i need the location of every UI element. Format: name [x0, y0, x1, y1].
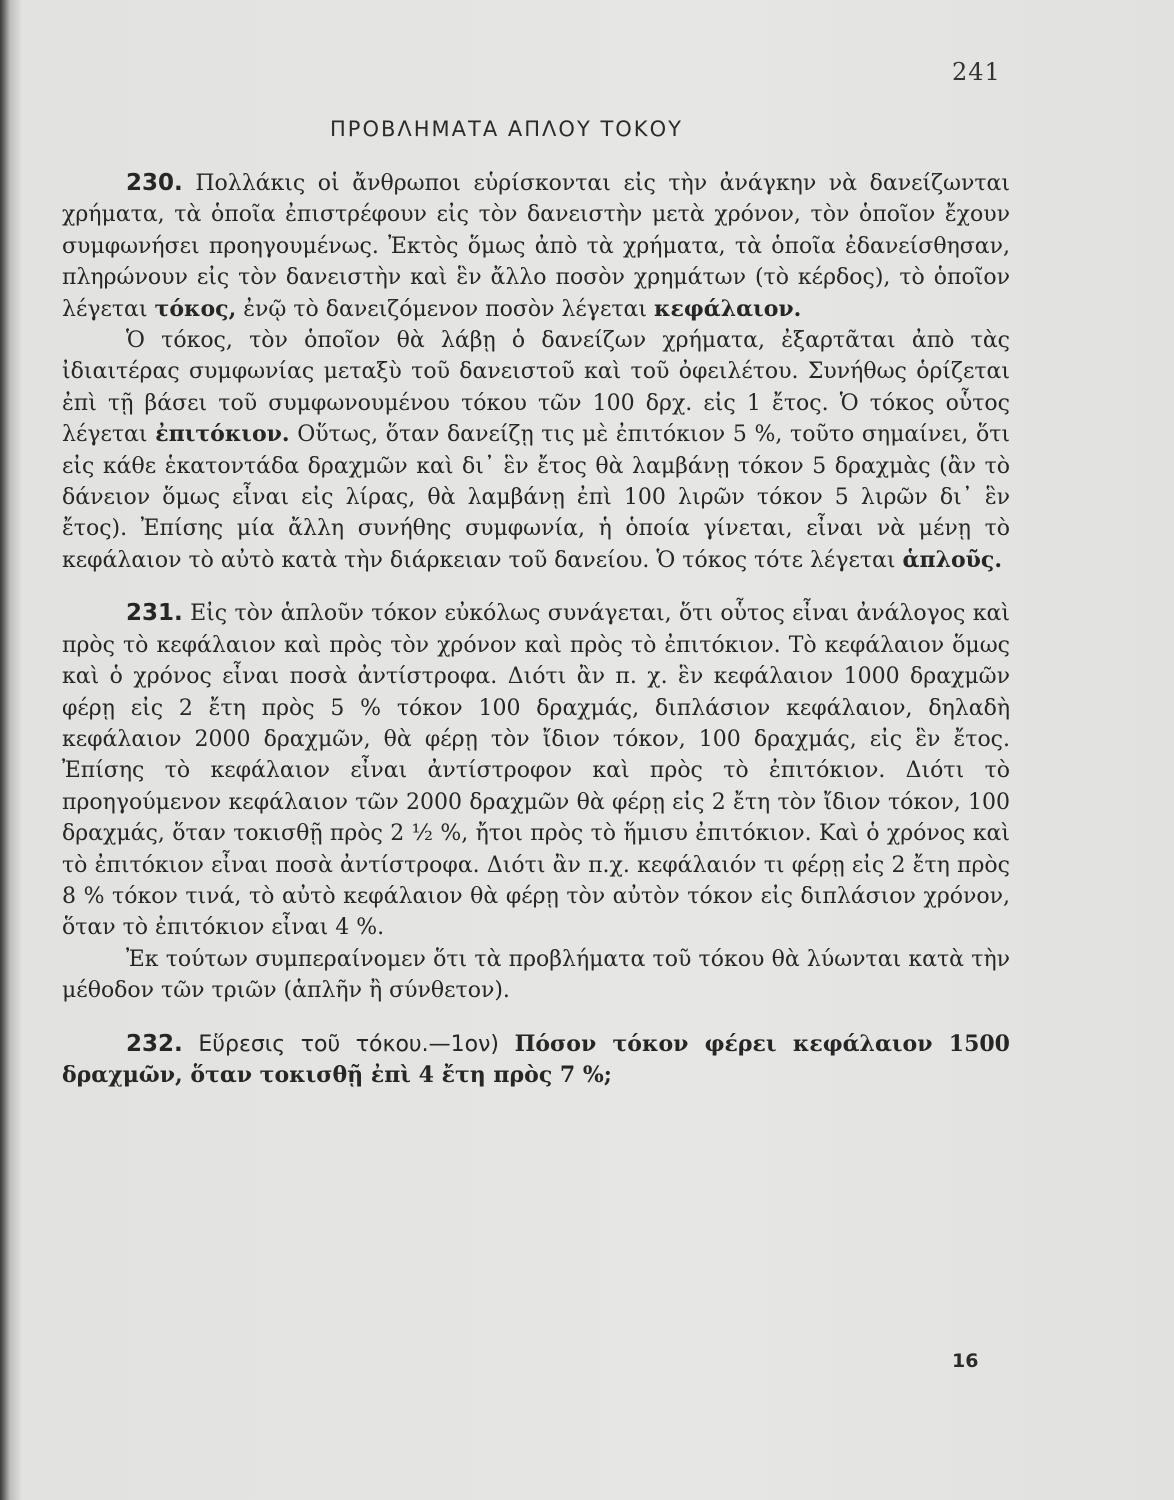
running-title: ΠΡΟΒΛΗΜΑΤΑ ΑΠΛΟΥ ΤΟΚΟΥ — [330, 117, 683, 141]
section-230-paragraph-1 — [62, 168, 1010, 325]
section-231-paragraph-2 — [62, 944, 1010, 1007]
page-number: 241 — [952, 58, 1001, 86]
section-230-text-b: ἐνῷ τὸ δανειζόμενον ποσὸν λέγεται — [243, 296, 647, 322]
term-interest: τόκος, — [154, 295, 237, 322]
section-230-paragraph-2 — [62, 325, 1010, 576]
term-capital: κεφάλαιον. — [654, 295, 802, 322]
page-body — [62, 168, 1010, 1091]
section-232-question: Πόσον τόκον φέρει κεφάλαιον 1500 δραχμῶν, ὅταν τοκισθῇ ἐπὶ 4 ἔτη πρὸς 7 %; — [62, 1030, 1010, 1088]
section-232-number: 232. — [126, 1030, 183, 1057]
section-232-heading: Εὕρεσις τοῦ τόκου.—1ον) — [198, 1031, 499, 1057]
section-232-paragraph — [62, 1029, 1010, 1092]
section-231-number: 231. — [126, 600, 183, 627]
section-231-text-a: Εἰς τὸν ἁπλοῦν τόκον εὐκόλως συνάγεται, ὅτι οὗτος εἶναι ἀνάλογος καὶ πρὸς τὸ κεφάλαιον καὶ πρὸς τὸν χρόνον καὶ πρὸς τὸ ἐπιτόκιον. Τὸ κεφάλαιον ὅμως καὶ ὁ χρόνος εἶναι ποσὰ ἀντίστροφα. Διότι ἂν π. χ. ἓν κεφάλαιον 1000 δραχμῶν φέρῃ εἰς 2 ἔτη πρὸς 5 % τόκον 100 δραχμάς, διπλάσιον κεφάλαιον, δηλαδὴ κεφάλαιον 2000 δραχμῶν, θὰ φέρῃ τὸν ἴδιον τόκον, 100 δραχμάς, εἰς ἓν ἔτος. Ἐπίσης τὸ κεφάλαιον εἶναι ἀντίστροφον καὶ πρὸς τὸ ἐπιτόκιον. Διότι τὸ προηγούμενον κεφάλαιον τῶν 2000 δραχμῶν θὰ φέρῃ εἰς 2 ἔτη τὸν ἴδιον τόκον, 100 δραχμάς, ὅταν τοκισθῇ πρὸς 2 ½ %, ἤτοι πρὸς τὸ ἥμισυ ἐπιτόκιον. Καὶ ὁ χρόνος καὶ τὸ ἐπιτόκιον εἶναι ποσὰ ἀντίστροφα. Διότι ἂν π.χ. κεφάλαιόν τι φέρῃ εἰς 2 ἔτη πρὸς 8 % τόκον τινά, τὸ αὐτὸ κεφάλαιον θὰ φέρῃ τὸν αὐτὸν τόκον εἰς διπλάσιον χρόνον, ὅταν τὸ ἐπιτόκιον εἶναι 4 %. — [62, 601, 1010, 941]
signature-mark: 16 — [952, 1350, 979, 1372]
section-231-paragraph-1 — [62, 598, 1010, 943]
section-230-number: 230. — [126, 170, 183, 196]
section-231-text-b: Ἐκ τούτων συμπεραίνομεν ὅτι τὰ προβλήματα τοῦ τόκου θὰ λύωνται κατὰ τὴν μέθοδον τῶν τριῶν (ἁπλῆν ἢ σύνθετον). — [62, 946, 1010, 1004]
term-simple-interest: ἁπλοῦς. — [902, 546, 1002, 573]
section-230-text-a: Πολλάκις οἱ ἄνθρωποι εὑρίσκονται εἰς τὴν ἀνάγκην νὰ δανείζωνται χρήματα, τὰ ὁποῖα ἐπιστρέφουν εἰς τὸν δανειστὴν μετὰ χρόνον, τὸν ὁποῖον ἔχουν συμφωνήσει προηγουμένως. Ἐκτὸς ὅμως ἀπὸ τὰ χρήματα, τὰ ὁποῖα ἐδανείσθησαν, πληρώνουν εἰς τὸν δανειστὴν καὶ ἓν ἄλλο ποσὸν χρημάτων (τὸ κέρδος), τὸ ὁποῖον λέγεται — [62, 171, 1011, 322]
section-230-text-d: Οὕτως, ὅταν δανείζῃ τις μὲ ἐπιτόκιον 5 %, τοῦτο σημαίνει, ὅτι εἰς κάθε ἑκατοντάδα δραχμῶν καὶ δι᾽ ἓν ἔτος θὰ λαμβάνῃ τόκον 5 δραχμὰς (ἂν τὸ δάνειον ὅμως εἶναι εἰς λίρας, θὰ λαμβάνῃ ἐπὶ 100 λιρῶν τόκον 5 λιρῶν δι᾽ ἓν ἔτος). Ἐπίσης μία ἄλλη συνήθης συμφωνία, ἡ ὁποία γίνεται, εἶναι νὰ μένῃ τὸ κεφάλαιον τὸ αὐτὸ κατὰ τὴν διάρκειαν τοῦ δανείου. Ὁ τόκος τότε λέγεται — [62, 422, 1010, 573]
term-interest-rate: ἐπιτόκιον. — [155, 421, 290, 448]
section-230-text-c: Ὁ τόκος, τὸν ὁποῖον θὰ λάβῃ ὁ δανείζων χρήματα, ἐξαρτᾶται ἀπὸ τὰς ἰδιαιτέρας συμφωνίας μεταξὺ τοῦ δανειστοῦ καὶ τοῦ ὀφειλέτου. Συνήθως ὁρίζεται ἐπὶ τῇ βάσει τοῦ συμφωνουμένου τόκου τῶν 100 δρχ. εἰς 1 ἔτος. Ὁ τόκος οὗτος λέγεται — [62, 328, 1010, 448]
